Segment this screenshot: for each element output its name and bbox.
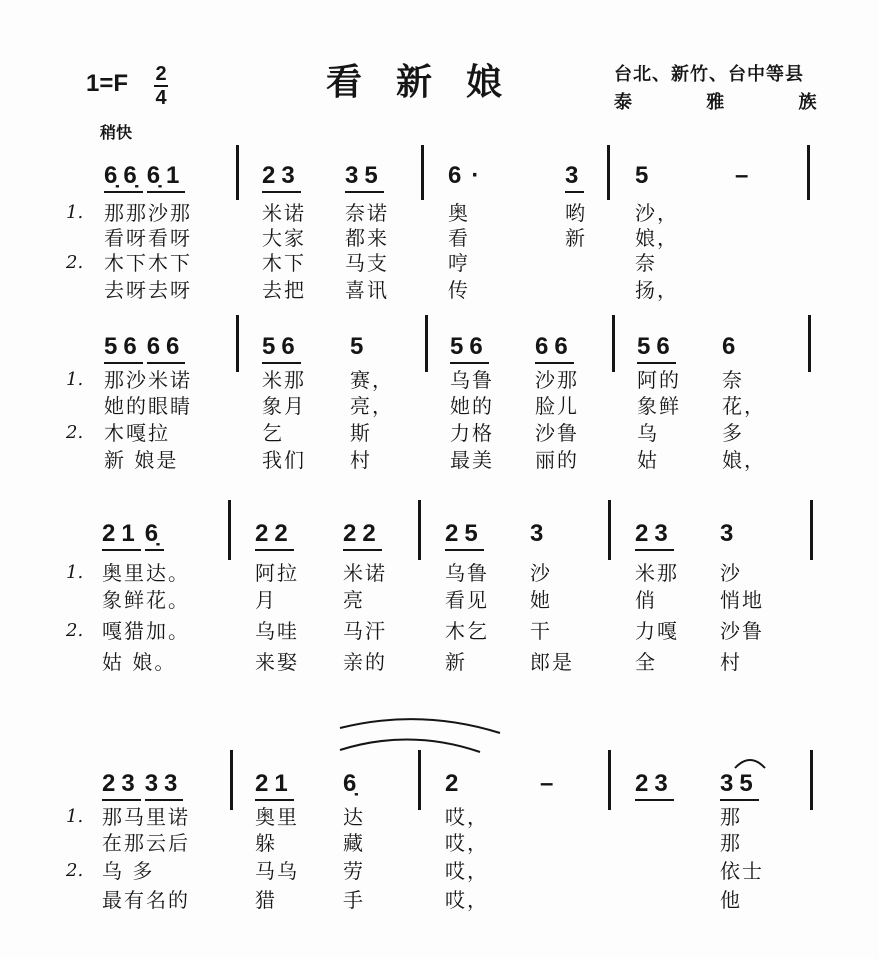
note-group: 22 xyxy=(343,520,382,551)
tie-arc-lower xyxy=(340,739,480,752)
barline xyxy=(607,145,610,200)
lyric-syllables: 木下 xyxy=(262,251,306,275)
lyric-syllables: 沙 xyxy=(530,561,552,585)
lyric-syllables: 沙， xyxy=(635,201,679,225)
verse-label: 1. xyxy=(66,202,84,223)
note-column xyxy=(343,770,362,798)
lyric-syllables: 那沙米诺 xyxy=(104,368,192,392)
lyric-syllables: 哎， xyxy=(445,859,489,883)
lyric-syllables: 木嘎拉 xyxy=(104,421,170,445)
barline xyxy=(236,145,239,200)
lyric-syllables: 赛， xyxy=(350,368,394,392)
note-group: 6̣6̣ xyxy=(104,162,143,193)
lyric-syllables: 喜讯 xyxy=(345,278,389,302)
note-group: · xyxy=(471,162,486,189)
note-group: 33 xyxy=(145,770,184,801)
note-column xyxy=(350,333,369,361)
verse-label: 1. xyxy=(66,806,84,827)
lyric-syllables: 那马里诺 xyxy=(102,805,190,829)
lyric-syllables: 看呀看呀 xyxy=(104,226,192,250)
lyric-syllables: 扬， xyxy=(635,278,679,302)
lyric-syllables: 象鲜 xyxy=(637,394,681,418)
note-group: 23 xyxy=(635,770,674,801)
note-group: 6̣ xyxy=(145,520,164,551)
lyric-syllables: 花， xyxy=(722,394,766,418)
lyric-syllables: 沙那 xyxy=(535,368,579,392)
lyric-syllables: 那 xyxy=(720,831,742,855)
note-column xyxy=(720,770,759,798)
barline xyxy=(418,500,421,560)
barline xyxy=(807,145,810,200)
lyric-syllables: 马汗 xyxy=(343,619,387,643)
song-title: 看新娘 xyxy=(326,61,537,103)
note-column xyxy=(635,162,654,190)
lyric-syllables: 她的眼睛 xyxy=(104,394,192,418)
note-column xyxy=(343,520,382,548)
source-region: 台北、新竹、台中等县 xyxy=(614,64,804,85)
note-column xyxy=(637,333,676,361)
note-group: 3 xyxy=(530,520,550,547)
lyric-syllables: 亲的 xyxy=(343,650,387,674)
slur-arc xyxy=(735,760,765,768)
note-column xyxy=(445,520,484,548)
lyric-syllables: 沙 xyxy=(720,561,742,585)
note-column xyxy=(530,520,549,548)
lyric-syllables: 都来 xyxy=(345,226,389,250)
note-column xyxy=(448,162,485,190)
barline xyxy=(808,315,811,372)
lyric-syllables: 姑 娘。 xyxy=(102,650,177,674)
lyric-syllables: 奈 xyxy=(635,251,657,275)
barline xyxy=(810,500,813,560)
note-column xyxy=(104,333,185,361)
lyric-syllables: 乞 xyxy=(262,421,284,445)
lyric-syllables: 马支 xyxy=(345,251,389,275)
note-group: 6 xyxy=(448,162,468,189)
lyric-syllables: 新 xyxy=(445,650,467,674)
lyric-syllables: 象月 xyxy=(262,394,306,418)
lyric-syllables: 哎， xyxy=(445,831,489,855)
lyric-syllables: 奥里 xyxy=(255,805,299,829)
note-group: 2 xyxy=(445,770,465,797)
lyric-syllables: 干 xyxy=(530,619,552,643)
lyric-syllables: 全 xyxy=(635,650,657,674)
note-group: 21 xyxy=(255,770,294,801)
lyric-syllables: 丽的 xyxy=(535,448,579,472)
lyric-syllables: 哎， xyxy=(445,888,489,912)
note-column xyxy=(262,162,301,190)
note-group: 56 xyxy=(104,333,143,364)
lyric-syllables: 力格 xyxy=(450,421,494,445)
lyric-syllables: 去把 xyxy=(262,278,306,302)
barline xyxy=(810,750,813,810)
note-group: 66 xyxy=(147,333,186,364)
note-column xyxy=(535,333,574,361)
lyric-syllables: 乌 xyxy=(637,421,659,445)
lyric-syllables: 那那沙那 xyxy=(104,201,192,225)
barline xyxy=(612,315,615,372)
note-group: – xyxy=(735,162,755,189)
lyric-syllables: 她 xyxy=(530,588,552,612)
lyric-syllables: 依士 xyxy=(720,859,764,883)
verse-label: 2. xyxy=(66,422,84,443)
lyric-syllables: 奥 xyxy=(448,201,470,225)
lyric-syllables: 最美 xyxy=(450,448,494,472)
lyric-syllables: 我们 xyxy=(262,448,306,472)
note-column xyxy=(345,162,384,190)
lyric-syllables: 奈诺 xyxy=(345,201,389,225)
note-column xyxy=(540,770,559,798)
lyric-syllables: 娘， xyxy=(635,226,679,250)
lyric-syllables: 奥里达。 xyxy=(102,561,190,585)
lyric-syllables: 奈 xyxy=(722,368,744,392)
note-column xyxy=(102,770,183,798)
note-group: 66 xyxy=(535,333,574,364)
note-group: 3 xyxy=(565,162,584,193)
lyric-syllables: 看 xyxy=(448,226,470,250)
barline xyxy=(228,500,231,560)
barline xyxy=(425,315,428,372)
lyric-syllables: 阿的 xyxy=(637,368,681,392)
lyric-syllables: 猎 xyxy=(255,888,277,912)
lyric-syllables: 他 xyxy=(720,888,742,912)
note-column xyxy=(735,162,754,190)
note-group: 5 xyxy=(350,333,370,360)
note-column xyxy=(635,770,674,798)
lyric-syllables: 象鲜花。 xyxy=(102,588,190,612)
note-group: 5 xyxy=(635,162,655,189)
lyric-syllables: 新 娘是 xyxy=(104,448,179,472)
lyric-syllables: 村 xyxy=(720,650,742,674)
note-column xyxy=(255,520,294,548)
tempo-marking: 稍快 xyxy=(100,123,133,142)
note-group: 35 xyxy=(345,162,384,193)
lyric-syllables: 那 xyxy=(720,805,742,829)
lyric-syllables: 来娶 xyxy=(255,650,299,674)
lyric-syllables: 达 xyxy=(343,805,365,829)
lyric-syllables: 躲 xyxy=(255,831,277,855)
lyric-syllables: 沙鲁 xyxy=(720,619,764,643)
verse-label: 2. xyxy=(66,620,84,641)
lyric-syllables: 村 xyxy=(350,448,372,472)
lyric-syllables: 姑 xyxy=(637,448,659,472)
lyric-syllables: 最有名的 xyxy=(102,888,190,912)
note-group: 56 xyxy=(637,333,676,364)
note-group: 56 xyxy=(450,333,489,364)
lyric-syllables: 乌哇 xyxy=(255,619,299,643)
barline xyxy=(230,750,233,810)
lyric-syllables: 米诺 xyxy=(343,561,387,585)
lyric-syllables: 哎， xyxy=(445,805,489,829)
barline xyxy=(236,315,239,372)
lyric-syllables: 木下木下 xyxy=(104,251,192,275)
note-group: 6̣ xyxy=(343,770,363,797)
time-signature-bottom: 4 xyxy=(155,87,167,109)
barline xyxy=(608,500,611,560)
verse-label: 1. xyxy=(66,562,84,583)
lyric-syllables: 手 xyxy=(343,888,365,912)
note-group: 21 xyxy=(102,520,141,551)
lyric-syllables: 嘎猎加。 xyxy=(102,619,190,643)
note-column xyxy=(635,520,674,548)
tie-arc-upper xyxy=(340,719,500,733)
lyric-syllables: 劳 xyxy=(343,859,365,883)
lyric-syllables: 俏 xyxy=(635,588,657,612)
key-signature: 1=F xyxy=(86,70,129,97)
lyric-syllables: 看见 xyxy=(445,588,489,612)
verse-label: 1. xyxy=(66,369,84,390)
note-group: 23 xyxy=(102,770,141,801)
lyric-syllables: 力嘎 xyxy=(635,619,679,643)
lyric-syllables: 哼 xyxy=(448,251,470,275)
note-group: 56 xyxy=(262,333,301,364)
lyric-syllables: 木乞 xyxy=(445,619,489,643)
lyric-syllables: 郎是 xyxy=(530,650,574,674)
verse-label: 2. xyxy=(66,252,84,273)
note-column xyxy=(450,333,489,361)
lyric-syllables: 她的 xyxy=(450,394,494,418)
lyric-syllables: 乌 多 xyxy=(102,859,155,883)
note-group: 23 xyxy=(635,520,674,551)
note-group: 6̣1 xyxy=(147,162,186,193)
lyric-syllables: 大家 xyxy=(262,226,306,250)
lyric-syllables: 藏 xyxy=(343,831,365,855)
lyric-syllables: 娘， xyxy=(722,448,766,472)
note-group: 25 xyxy=(445,520,484,551)
lyric-syllables: 斯 xyxy=(350,421,372,445)
lyric-syllables: 多 xyxy=(722,421,744,445)
note-column xyxy=(722,333,741,361)
note-group: 6 xyxy=(722,333,742,360)
lyric-syllables: 哟 xyxy=(565,201,587,225)
note-group: 35 xyxy=(720,770,759,801)
lyric-syllables: 亮， xyxy=(350,394,394,418)
note-column xyxy=(102,520,164,548)
lyric-syllables: 脸儿 xyxy=(535,394,579,418)
barline xyxy=(608,750,611,810)
note-group: 23 xyxy=(262,162,301,193)
note-column xyxy=(255,770,294,798)
barline xyxy=(421,145,424,200)
lyric-syllables: 米那 xyxy=(635,561,679,585)
note-group: – xyxy=(540,770,560,797)
lyric-syllables: 去呀去呀 xyxy=(104,278,192,302)
note-group: 22 xyxy=(255,520,294,551)
lyric-syllables: 乌鲁 xyxy=(450,368,494,392)
lyric-syllables: 米诺 xyxy=(262,201,306,225)
lyric-syllables: 月 xyxy=(255,588,277,612)
note-column xyxy=(262,333,301,361)
lyric-syllables: 米那 xyxy=(262,368,306,392)
lyric-syllables: 沙鲁 xyxy=(535,421,579,445)
lyric-syllables: 亮 xyxy=(343,588,365,612)
lyric-syllables: 新 xyxy=(565,226,587,250)
lyric-syllables: 乌鲁 xyxy=(445,561,489,585)
lyric-syllables: 阿拉 xyxy=(255,561,299,585)
note-column xyxy=(565,162,584,190)
time-signature-top: 2 xyxy=(155,63,167,85)
note-column xyxy=(445,770,464,798)
note-group: 3 xyxy=(720,520,740,547)
note-column xyxy=(720,520,739,548)
source-people: 泰 雅 族 xyxy=(614,92,851,113)
lyric-syllables: 马乌 xyxy=(255,859,299,883)
lyric-syllables: 在那云后 xyxy=(102,831,190,855)
barline xyxy=(418,750,421,810)
lyric-syllables: 传 xyxy=(448,278,470,302)
lyric-syllables: 悄地 xyxy=(720,588,764,612)
verse-label: 2. xyxy=(66,860,84,881)
note-column xyxy=(104,162,185,190)
